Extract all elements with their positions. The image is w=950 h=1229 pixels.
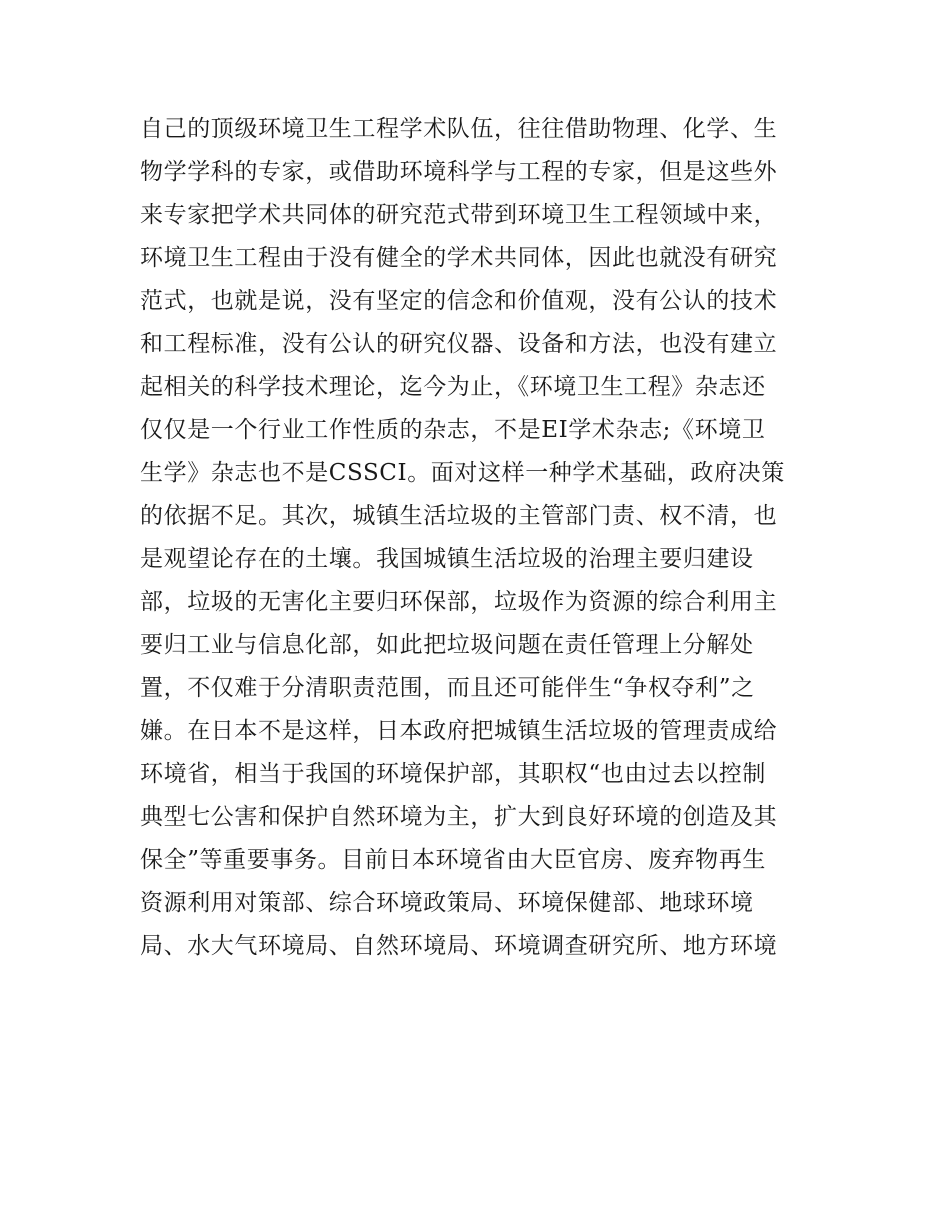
text-line-5: 范式，也就是说，没有坚定的信念和价值观，没有公认的技术 bbox=[140, 288, 778, 314]
text-line-2: 物学学科的专家，或借助环境科学与工程的专家，但是这些外 bbox=[140, 159, 778, 185]
text-line-6: 和工程标准，没有公认的研究仪器、设备和方法，也没有建立 bbox=[140, 331, 778, 357]
text-line-7: 起相关的科学技术理论，迄今为止，《环境卫生工程》杂志还 bbox=[140, 374, 766, 400]
text-line-12: 部，垃圾的无害化主要归环保部，垃圾作为资源的综合利用主 bbox=[140, 589, 778, 615]
text-line-19: 资源利用对策部、综合环境政策局、环境保健部、地球环境 bbox=[140, 890, 754, 916]
text-line-16: 环境省，相当于我国的环境保护部，其职权“也由过去以控制 bbox=[140, 761, 766, 787]
body-paragraph bbox=[140, 108, 820, 968]
text-line-8: 仅仅是一个行业工作性质的杂志，不是EI学术杂志;《环境卫 bbox=[140, 417, 766, 443]
text-line-18: 保全”等重要事务。目前日本环境省由大臣官房、废弃物再生 bbox=[140, 847, 766, 873]
text-line-20: 局、水大气环境局、自然环境局、环境调查研究所、地方环境 bbox=[140, 933, 778, 959]
text-line-17: 典型七公害和保护自然环境为主，扩大到良好环境的创造及其 bbox=[140, 804, 778, 830]
text-line-10: 的依据不足。其次，城镇生活垃圾的主管部门责、权不清，也 bbox=[140, 503, 778, 529]
text-line-13: 要归工业与信息化部，如此把垃圾问题在责任管理上分解处 bbox=[140, 632, 754, 658]
text-line-11: 是观望论存在的土壤。我国城镇生活垃圾的治理主要归建设 bbox=[140, 546, 754, 572]
text-line-15: 嫌。在日本不是这样，日本政府把城镇生活垃圾的管理责成给 bbox=[140, 718, 778, 744]
text-line-1: 自己的顶级环境卫生工程学术队伍，往往借助物理、化学、生 bbox=[140, 116, 778, 142]
text-line-14: 置，不仅难于分清职责范围，而且还可能伴生“争权夺利”之 bbox=[140, 675, 755, 701]
text-line-9: 生学》杂志也不是CSSCI。面对这样一种学术基础，政府决策 bbox=[140, 460, 785, 486]
text-line-3: 来专家把学术共同体的研究范式带到环境卫生工程领域中来， bbox=[140, 202, 778, 228]
text-line-4: 环境卫生工程由于没有健全的学术共同体，因此也就没有研究 bbox=[140, 245, 778, 271]
